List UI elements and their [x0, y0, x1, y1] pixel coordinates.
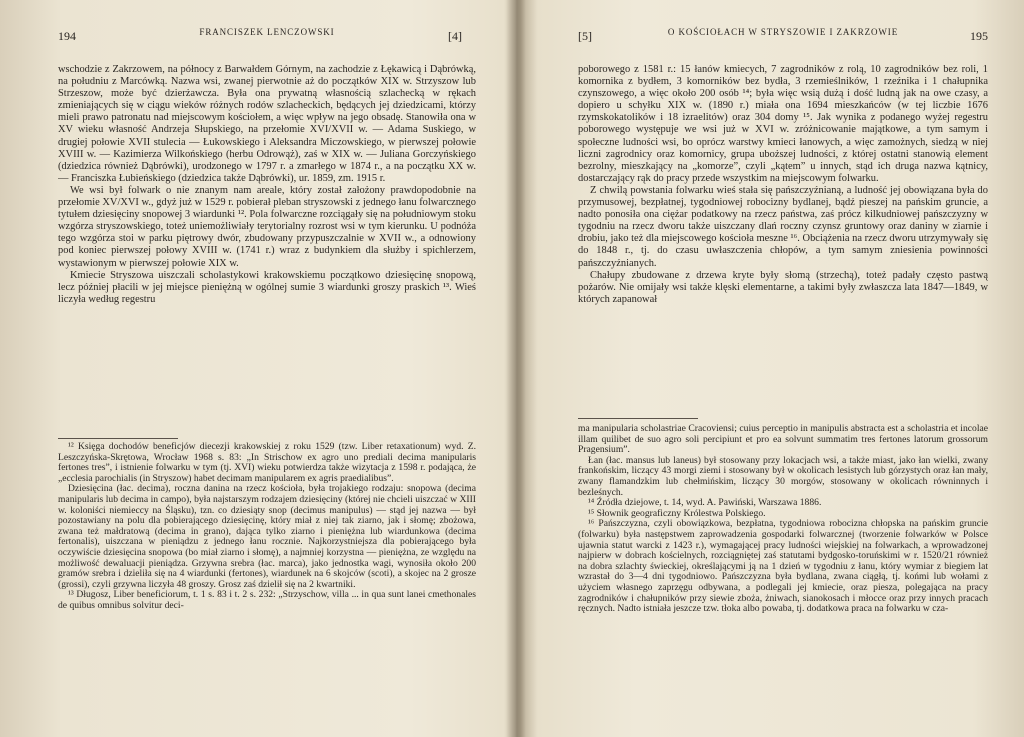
left-page-header — [58, 24, 476, 48]
footnote-15: ¹⁵ Słownik geograficzny Królestwa Polskiego. — [588, 507, 766, 519]
page-number-left: 194 — [58, 29, 76, 43]
right-paragraph-1: poborowego z 1581 r.: 15 łanów kmiecych, 7 zagrodników z rolą, 10 zagrodników bez roli, 1 komornika z bydłem, 3 komorników bez bydła, 3 rzemieślników, 1 rzeźnika i 1 chałupnika czynszowego, a więc około 200 osób ¹⁴; była więc wsią dużą i dość ludną jak na owe czasy, a dopiero u schyłku XIX w. (1890 r.) miała ona 1694 mieszkańców (w tej liczbie 1676 rzymskokatolików i 18 izraelitów) oraz 304 domy ¹⁵. Jak wynika z podanego wyżej regestru poborowego występuje we wsi już w XVI w. zróżnicowanie majątkowe, a tym samym i społeczne ludności wsi, bo oprócz warstwy kmieci łanowych, a więc zamożnych, siedzą w niej liczni zagrodnicy oraz komornicy, grupa uboższej ludności, z której ostatni stanowią element bezrolny, mieszkający na „komorze”, czyli „kątem” u innych, stąd ich druga nazwa kątnicy, dostarczający rąk do pracy przede wszystkim na miejscowym folwarku. — [578, 64, 988, 184]
footnote-rule-left — [58, 438, 178, 439]
footnote-14: ¹⁴ Źródła dziejowe, t. 14, wyd. A. Pawiński, Warszawa 1886. — [588, 497, 822, 509]
right-page-header — [578, 24, 988, 48]
left-paragraph-2: We wsi był folwark o nie znanym nam areale, który został założony prawdopodobnie na przełomie XV/XVI w., gdyż już w 1529 r. pobierał pleban stryszowski z jednego łanu folwarcznego tytułem dziesięciny snopowej 3 wiardunki ¹². Pola folwarczne rozciągały się na południowym stoku wzgórza stryszowskiego, toteż uniemożliwiały terytorialny rozrost wsi w tym kierunku. U podnóża tego wzgórza stoi w parku piętrowy dwór, zbudowany przypuszczalnie w XVII w., a odnowiony pod koniec pierwszej połowy XVIII w. (1741 r.) wraz z budynkiem dla służby i spichlerzem, wystawionym w pierwszej połowie XIX w. — [58, 184, 476, 269]
page-number-right: 195 — [970, 29, 988, 43]
running-head-left: FRANCISZEK LENCZOWSKI — [199, 27, 335, 37]
left-body-text — [58, 64, 476, 306]
left-paragraph-1: wschodzie z Zakrzowem, na północy z Barwałdem Górnym, na zachodzie z Łękawicą i Dąbrówką, na południu z Marcówką. Nazwa wsi, zwanej pierwotnie aż do początków XIX w. Strzyszow lub Strzeszow, może być dzierżawcza. Była ona prywatną własnością szlachecką w rękach zmieniających się w ciągu wieków różnych rodów szlacheckich, będących jej dziedzicami, którzy mieli prawo patronatu nad miejscowym kościołem, a więc wpływ na jego obsadę. Stanowiła ona w XV wieku własność Andrzeja Słupskiego, na przełomie XVI/XVII w. — Adama Suskiego, w drugiej połowie XVII stulecia — Łukowskiego i Aleksandra Miczowskiego, w pierwszej połowie XVIII w. — Kazimierza Wilkońskiego (herbu Odrowąż), zaś w XIX w. — Juliana Gorczyńskiego (dziedzica również Dąbrówki), urodzonego w 1797 r. a zmarłego w 1874 r., a na początku XX w. — Franciszka Łubieńskiego (dziedzica także Dąbrówki), ur. 1859, zm. 1915 r. — [58, 64, 476, 184]
footnote-13: ¹³ Długosz, Liber beneficiorum, t. 1 s. 83 i t. 2 s. 232: „Strzyschow, villa ... in qua sunt lanei cmethonales de quibus omnibus solvitur deci- — [58, 589, 476, 611]
right-body-text — [578, 64, 988, 306]
footnote-rule-right — [578, 418, 698, 419]
right-paragraph-2: Z chwilą powstania folwarku wieś stała się pańszczyźnianą, a ludność jej obowiązana była do przymusowej, bezpłatnej, tygodniowej robocizny bydlanej, bądź pieszej na pańskim gruncie, a nadto ponosiła ona ciężar podatkowy na rzecz państwa, zaś prócz kilkudniowej pańszczyzny w tygodniu na rzecz dworu także uiszczany dlań roczny czynsz gruntowy oraz daniny w ziarnie i drobiu, jako też dla miejscowego kościoła meszne ¹⁶. Obciążenia na rzecz dworu utrzymywały się do 1848 r., tj. do czasu uwłaszczenia chłopów, a tym samym zniesienia powinności pańszczyźnianych. — [578, 184, 988, 269]
footnote-12-dziesiecina: Dziesięcina (łac. decima), roczna danina na rzecz kościoła, była trojakiego rodzaju: snopowa (decima manipularis lub decima in campo), była najstarszym rodzajem dziesięciny (której nie chcieli uiszczać w XIII w. koloniści niemieccy na Śląsku), tzn. co dziesiąty snop (decimus manipulus) — stąd jej nazwa — był pozostawiany na polu dla pobierającego dziesięcinę, który miał z niej tak ziarno, jak i słomę; zbożowa, zwana też małdratową (decima in grano), dająca tylko ziarno i pieniężna lub wiardunkowa (decima fertonalis), uiszczana w pieniądzu z jednego łanu rocznie. Najkorzystniejsza dla pobierającego była oczywiście dziesięcina snopowa (bo miał ziarno i słomę), a najmniej korzystna — pieniężna, ze względu na możliwość dewaluacji pieniądza. Grzywna srebra (łac. marca), jako jednostka wagi, wynosiła około 200 gramów srebra i dzieliła się na 4 wiardunki (fertones), wiardunek na 6 skojców (scoti), a skojec na 2 grosze (grossi), czyli grzywna liczyła 48 groszy. Grosz zaś dzielił się na 2 kwartniki. — [58, 483, 476, 590]
book-gutter — [506, 0, 526, 737]
left-paragraph-3: Kmiecie Stryszowa uiszczali scholastykowi krakowskiemu początkowo dziesięcinę snopową, lecz później płacili w jej miejsce pieniężną w ogólnej sumie 3 wiardunki groszy praskich ¹³. Wieś liczyła według regestru — [58, 269, 476, 305]
footnote-13-continued: ma manipularia scholastriae Cracoviensi; cuius perceptio in manipulis abstracta est a scholastria et incolae illam quilibet de suo agro soli percipiunt et pro ea solvunt summatim tres fertones latorum grossorum Pragensium”. — [578, 423, 988, 456]
running-head-right: O KOŚCIOŁACH W STRYSZOWIE I ZAKRZOWIE — [667, 27, 899, 37]
footnote-lan: Łan (łac. mansus lub laneus) był stosowany przy lokacjach wsi, a także miast, jako łan wielki, zwany frankońskim, liczący 43 morgi ziemi i stosowany był w okolicach lesistych lub górzystych oraz łan mały, zwany flamandzkim lub chełmińskim, liczący 30 morgów, stosowany w okolicach równinnych i bezleśnych. — [578, 454, 988, 498]
right-paragraph-3: Chałupy zbudowane z drzewa kryte były słomą (strzechą), toteż padały często pastwą pożarów. Nie omijały wsi także klęski elementarne, a takimi były zwłaszcza lata 1847—1849, w których zapanował — [578, 269, 988, 305]
footnote-12: ¹² Księga dochodów beneficjów diecezji krakowskiej z roku 1529 (tzw. Liber retaxationum) wyd. Z. Leszczyńska-Skrętowa, Wrocław 1968 s. 83: „In Strischow ex agro uno prediali decima manipularis fertones tres”, i istnienie folwarku w tym (tj. XVI) wieku potwierdza także wizytacja z 1598 r. podająca, że „ecclesia parochialis (in Stryszow) habet decimam manipularem ex agris praedialibus”. — [58, 441, 476, 484]
right-footnotes — [578, 424, 988, 615]
section-mark-left: [4] — [448, 29, 462, 43]
right-page — [578, 0, 988, 737]
left-page — [58, 0, 476, 737]
section-mark-right: [5] — [578, 29, 592, 43]
footnote-16: ¹⁶ Pańszczyzna, czyli obowiązkowa, bezpłatna, tygodniowa robocizna chłopska na pańskim gruncie (folwarku) była następstwem zaprowadzenia gospodarki folwarcznej (tworzenie folwarków w Polsce ujawnia statut warcki z 1423 r.), wymagającej pracy ludności wiejskiej na folwarkach, a wprowadzonej najpierw w dobrach kościelnych, rozciągniętej zaś statutami bydgosko-toruńskimi w r. 1520/21 również na dobra szlachty świeckiej, określającymi ją na 1 dzień w tygodniu z łanu, który wymiar z biegiem lat wzrastał do 3—4 dni tygodniowo. Pańszczyzna była bydlana, zwana ciągłą, tj. końmi lub wołami z użyciem własnego zaprzęgu odbywana, a podlegali jej kmiecie, oraz piesza, polegająca na pracy zagrodników i chałupników przy siewie zboża, żniwach, sianokosach i młocce oraz przy innych pracach ręcznych. Nadto istniała jeszcze tzw. tłoka albo powaba, tj. dodatkowa praca na folwarku w cza- — [578, 518, 988, 615]
left-footnotes — [58, 442, 476, 612]
